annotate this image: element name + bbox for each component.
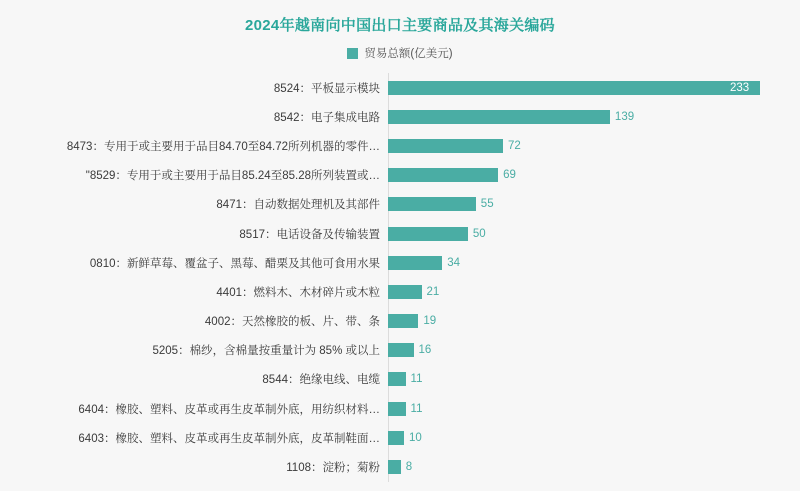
bar-value-label: 16 xyxy=(418,344,432,357)
bar-row[interactable] xyxy=(0,102,800,131)
bar-row[interactable] xyxy=(0,219,800,248)
bar-value-label: 11 xyxy=(410,402,423,415)
bar-row[interactable] xyxy=(0,190,800,219)
bar-value-label: 10 xyxy=(408,431,422,444)
bar-row[interactable] xyxy=(0,248,800,277)
category-label: 8542：电子集成电路 xyxy=(273,111,380,124)
category-label: 8544：绝缘电线、电缆 xyxy=(262,374,380,387)
bar[interactable] xyxy=(388,402,406,416)
bar-value-label: 55 xyxy=(480,198,494,211)
bar-value-label: 21 xyxy=(426,285,440,298)
bar-row[interactable] xyxy=(0,307,800,336)
bar-value-label: 19 xyxy=(423,315,437,328)
bar-row[interactable] xyxy=(0,394,800,423)
bar-track xyxy=(388,365,800,394)
bar[interactable] xyxy=(388,460,401,474)
bar-row[interactable] xyxy=(0,452,800,481)
bar-row[interactable] xyxy=(0,161,800,190)
bar-track xyxy=(388,219,800,248)
bar-track xyxy=(388,394,800,423)
category-label: 1108：淀粉；菊粉 xyxy=(286,462,380,475)
bar-row[interactable] xyxy=(0,277,800,306)
bar[interactable] xyxy=(388,285,422,299)
bar-row[interactable] xyxy=(0,336,800,365)
bar-track xyxy=(388,190,800,219)
bar[interactable] xyxy=(388,227,468,241)
bar-track xyxy=(388,452,800,481)
bar[interactable] xyxy=(388,256,442,270)
bar-track xyxy=(388,423,800,452)
bar-track xyxy=(388,277,800,306)
bar[interactable] xyxy=(388,81,760,95)
category-label: "8529：专用于或主要用于品目85.24至85.28所列装置或… xyxy=(85,170,380,183)
bar-track xyxy=(388,73,800,102)
bar[interactable] xyxy=(388,110,610,124)
bar-value-label: 34 xyxy=(447,256,461,269)
bar[interactable] xyxy=(388,314,418,328)
category-label: 0810：新鲜草莓、覆盆子、黑莓、醋栗及其他可食用水果 xyxy=(89,257,380,270)
bar-track xyxy=(388,248,800,277)
bar[interactable] xyxy=(388,168,498,182)
category-label: 8473：专用于或主要用于品目84.70至84.72所列机器的零件… xyxy=(66,140,380,153)
bar-row[interactable] xyxy=(0,423,800,452)
bar[interactable] xyxy=(388,197,476,211)
category-label: 8471：自动数据处理机及其部件 xyxy=(216,199,380,212)
chart-plot-area xyxy=(0,73,800,482)
bar-value-label: 139 xyxy=(614,110,635,123)
bar-row[interactable] xyxy=(0,73,800,102)
bar-track xyxy=(388,102,800,131)
bar[interactable] xyxy=(388,343,414,357)
bar[interactable] xyxy=(388,372,406,386)
category-label: 5205：棉纱，含棉量按重量计为 85% 或以上 xyxy=(152,345,380,358)
bar-value-label: 69 xyxy=(503,169,516,182)
chart-legend[interactable] xyxy=(0,45,800,61)
bar-row[interactable] xyxy=(0,131,800,160)
bar-track xyxy=(388,131,800,160)
category-label: 6403：橡胶、塑料、皮革或再生皮革制外底，皮革制鞋面… xyxy=(78,432,380,445)
bar-track xyxy=(388,161,800,190)
chart-title: 2024年越南向中国出口主要商品及其海关编码 xyxy=(245,17,555,34)
bar[interactable] xyxy=(388,431,404,445)
bar-value-label: 50 xyxy=(472,227,486,240)
bar-value-label: 233 xyxy=(730,81,750,94)
category-label: 8517：电话设备及传输装置 xyxy=(239,228,380,241)
bar-track xyxy=(388,336,800,365)
category-label: 4002：天然橡胶的板、片、带、条 xyxy=(204,316,380,329)
bar[interactable] xyxy=(388,139,503,153)
bar-value-label: 8 xyxy=(405,461,413,474)
bar-value-label: 11 xyxy=(410,373,423,386)
bar-value-label: 72 xyxy=(507,139,521,152)
category-label: 8524：平板显示模块 xyxy=(273,82,380,95)
category-label: 4401：燃料木、木材碎片或木粒 xyxy=(216,286,380,299)
legend-swatch-icon xyxy=(347,48,358,59)
bar-track xyxy=(388,307,800,336)
legend-item-label[interactable]: 贸易总额(亿美元) xyxy=(364,48,453,60)
category-label: 6404：橡胶、塑料、皮革或再生皮革制外底，用纺织材料… xyxy=(78,403,380,416)
bar-row[interactable] xyxy=(0,365,800,394)
